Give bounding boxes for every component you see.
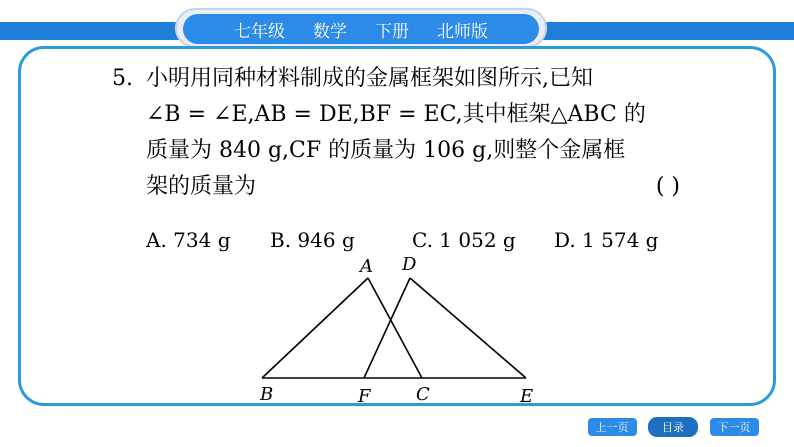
label-b: B <box>260 384 274 405</box>
prev-page-label: 上一页 <box>588 418 637 436</box>
next-page-button[interactable] <box>708 416 760 438</box>
prev-page-button[interactable] <box>586 416 638 438</box>
choice-d: D. 1 574 g <box>554 228 659 252</box>
choice-b: B. 946 g <box>270 228 355 252</box>
question-line-3: 质量为 840 g,CF 的质量为 106 g,则整个金属框 <box>146 138 626 163</box>
question-line-1: 5. 小明用同种材料制成的金属框架如图所示,已知 <box>112 61 712 97</box>
choice-a: A. 734 g <box>146 228 231 252</box>
label-f: F <box>358 386 371 407</box>
next-page-label: 下一页 <box>710 418 759 436</box>
header-edition: 北师版 <box>437 21 488 42</box>
label-a: A <box>360 256 373 277</box>
answer-blank: ( ) <box>655 174 680 199</box>
header-title <box>183 14 539 44</box>
header-subject: 数学 <box>313 21 347 42</box>
line-ab <box>262 278 368 378</box>
toc-label: 目录 <box>648 417 698 437</box>
question-line-4: 架的质量为 ( ) <box>112 169 712 205</box>
choice-c: C. 1 052 g <box>412 228 516 252</box>
toc-button[interactable] <box>642 416 704 438</box>
line-de <box>410 278 526 378</box>
line-fd <box>364 278 410 378</box>
geometry-figure <box>240 250 550 410</box>
label-e: E <box>520 386 534 407</box>
question-text <box>112 61 712 205</box>
question-number: 5. <box>112 66 133 91</box>
header-grade: 七年级 <box>234 21 285 42</box>
choices <box>146 228 706 252</box>
label-c: C <box>416 384 430 405</box>
label-d: D <box>402 254 417 275</box>
line-ac <box>368 278 422 378</box>
header-volume: 下册 <box>375 21 409 42</box>
question-line-2: ∠B = ∠E,AB = DE,BF = EC,其中框架△ABC 的 <box>146 102 646 127</box>
